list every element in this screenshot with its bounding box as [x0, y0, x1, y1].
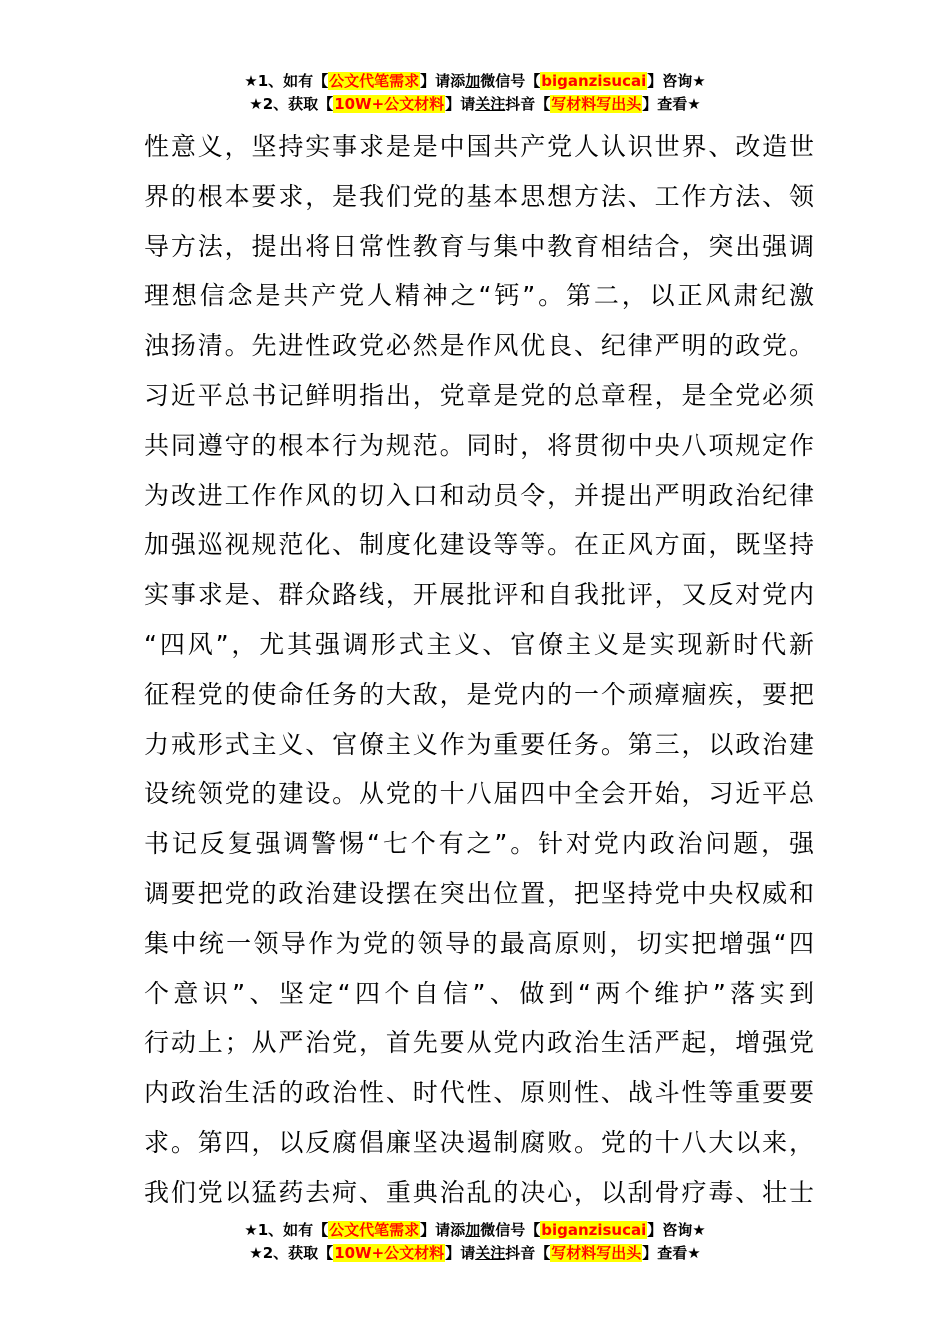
- banner-line-2: [0, 1242, 950, 1265]
- body-text-line: 集中统一领导作为党的领导的最高原则，切实把增强“四: [144, 928, 814, 958]
- banner-line-1: [0, 1219, 950, 1242]
- banner-underlined-text: 加: [465, 72, 481, 90]
- body-text-line: 设统领党的建设。从党的十八届四中全会开始，习近平总: [144, 779, 814, 809]
- banner-text: 】请: [445, 1244, 476, 1262]
- banner-underlined-text: 关注: [475, 1244, 506, 1262]
- body-text-line: “四风”，尤其强调形式主义、官僚主义是实现新时代新: [144, 629, 814, 659]
- banner-text: 微信号【: [480, 1221, 541, 1239]
- bottom-banner: [0, 1219, 950, 1265]
- banner-highlight-materials: 10W+公文材料: [334, 1244, 445, 1262]
- body-text-line: 共同遵守的根本行为规范。同时，将贯彻中央八项规定作: [144, 430, 814, 460]
- banner-text: 抖音【: [505, 1244, 551, 1262]
- body-text-line: 实事求是、群众路线，开展批评和自我批评，又反对党内: [144, 580, 814, 610]
- banner-highlight-service: 公文代笔需求: [329, 72, 420, 90]
- body-text-line: 调要把党的政治建设摆在突出位置，把坚持党中央权威和: [144, 878, 814, 908]
- banner-prefix: ★1、如有【: [244, 1221, 329, 1239]
- banner-highlight-douyin: 写材料写出头: [551, 1244, 642, 1262]
- banner-suffix: 】查看★: [642, 1244, 701, 1262]
- banner-prefix: ★2、获取【: [249, 95, 334, 113]
- banner-text: 抖音【: [505, 95, 551, 113]
- banner-underlined-text: 关注: [475, 95, 506, 113]
- body-text-line: 浊扬清。先进性政党必然是作风优良、纪律严明的政党。: [144, 331, 814, 361]
- body-text-line: 理想信念是共产党人精神之“钙”。第二，以正风肃纪激: [144, 281, 814, 311]
- document-body: [144, 122, 814, 1218]
- body-text-line: 界的根本要求，是我们党的基本思想方法、工作方法、领: [144, 181, 814, 211]
- banner-suffix: 】查看★: [642, 95, 701, 113]
- banner-text: 微信号【: [480, 72, 541, 90]
- banner-highlight-service: 公文代笔需求: [329, 1221, 420, 1239]
- banner-line-2: [0, 93, 950, 116]
- banner-highlight-wechat-id: biganzisucai: [541, 72, 647, 90]
- banner-underlined-text: 加: [465, 1221, 481, 1239]
- body-text-line: 书记反复强调警惕“七个有之”。针对党内政治问题，强: [144, 829, 814, 859]
- banner-suffix: 】咨询★: [647, 1221, 706, 1239]
- body-text-line: 征程党的使命任务的大敌，是党内的一个顽瘴痼疾，要把: [144, 679, 814, 709]
- body-text-line: 加强巡视规范化、制度化建设等等。在正风方面，既坚持: [144, 530, 814, 560]
- body-text-line: 行动上；从严治党，首先要从党内政治生活严起，增强党: [144, 1028, 814, 1058]
- top-banner: [0, 70, 950, 116]
- body-text-line: 习近平总书记鲜明指出，党章是党的总章程，是全党必须: [144, 380, 814, 410]
- banner-text: 】请添: [420, 1221, 466, 1239]
- body-text-line: 求。第四，以反腐倡廉坚决遏制腐败。党的十八大以来，: [144, 1127, 814, 1157]
- banner-prefix: ★1、如有【: [244, 72, 329, 90]
- banner-highlight-wechat-id: biganzisucai: [541, 1221, 647, 1239]
- body-text-line: 性意义，坚持实事求是是中国共产党人认识世界、改造世: [144, 132, 814, 161]
- body-text-line: 为改进工作作风的切入口和动员令，并提出严明政治纪律: [144, 480, 814, 510]
- banner-prefix: ★2、获取【: [249, 1244, 334, 1262]
- banner-line-1: [0, 70, 950, 93]
- banner-highlight-materials: 10W+公文材料: [334, 95, 445, 113]
- banner-suffix: 】咨询★: [647, 72, 706, 90]
- body-text-line: 个意识”、坚定“四个自信”、做到“两个维护”落实到: [144, 978, 814, 1008]
- banner-text: 】请: [445, 95, 476, 113]
- body-text-line: 我们党以猛药去疴、重典治乱的决心，以刮骨疗毒、壮士: [144, 1177, 814, 1207]
- body-text-line: 内政治生活的政治性、时代性、原则性、战斗性等重要要: [144, 1078, 814, 1108]
- body-text-line: 力戒形式主义、官僚主义作为重要任务。第三，以政治建: [144, 729, 814, 759]
- banner-text: 】请添: [420, 72, 466, 90]
- banner-highlight-douyin: 写材料写出头: [551, 95, 642, 113]
- body-text-line: 导方法，提出将日常性教育与集中教育相结合，突出强调: [144, 231, 814, 261]
